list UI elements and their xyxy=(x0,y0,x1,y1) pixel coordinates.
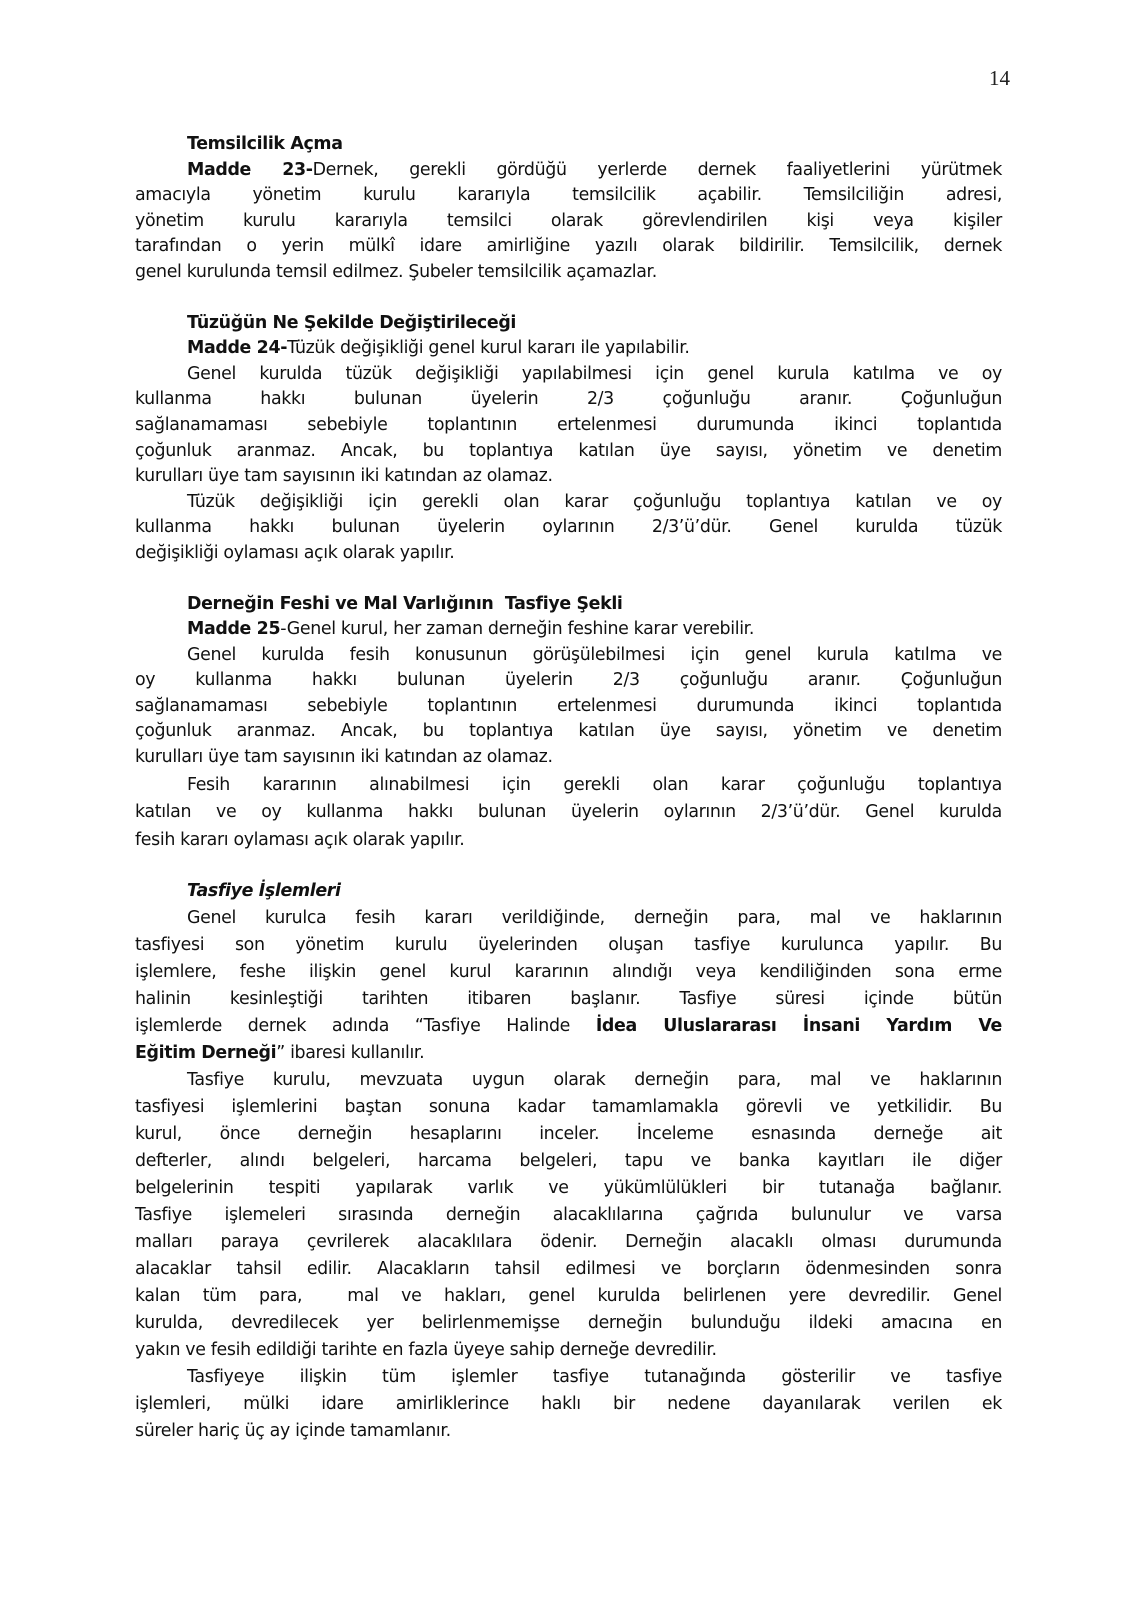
text-line: defterler, alındı belgeleri, harcama belgeleri, tapu ve banka kayıtları ile diğer xyxy=(135,1151,1002,1172)
text-line: kurulları üye tam sayısının iki katından az olamaz. xyxy=(135,466,553,487)
text-line: Madde 23-Dernek, gerekli gördüğü yerlerde dernek faaliyetlerini yürütmek xyxy=(187,159,1002,180)
text-line: kullanma hakkı bulunan üyelerin oylarının 2/3’ü’dür. Genel kurulda tüzük xyxy=(135,517,1002,538)
text-line: Tasfiye kurulu, mevzuata uygun olarak derneğin para, mal ve haklarının xyxy=(187,1070,1002,1091)
text-line: Tasfiyeye ilişkin tüm işlemler tasfiye tutanağında gösterilir ve tasfiye xyxy=(187,1367,1002,1388)
text-line: genel kurulunda temsil edilmez. Şubeler temsilcilik açamazlar. xyxy=(135,261,657,282)
text-line: fesih kararı oylaması açık olarak yapılır. xyxy=(135,829,465,850)
text-line: Eğitim Derneği” ibaresi kullanılır. xyxy=(135,1043,425,1064)
article-label: Madde 25 xyxy=(187,619,281,640)
text-line: Tüzük değişikliği için gerekli olan karar çoğunluğu toplantıya katılan ve oy xyxy=(187,491,1002,512)
text-line: Genel kurulda tüzük değişikliği yapılabilmesi için genel kurula katılma ve oy xyxy=(187,363,1002,384)
text-line: yakın ve fesih edildiği tarihte en fazla üyeye sahip derneğe devredilir. xyxy=(135,1340,717,1361)
association-name: Eğitim Derneği xyxy=(135,1043,277,1064)
text-line: tasfiyesi işlemlerini baştan sonuna kadar tamamlamakla görevli ve yetkilidir. Bu xyxy=(135,1097,1002,1118)
association-name: İdea Uluslararası İnsani Yardım Ve xyxy=(595,1016,1003,1037)
text-line: Madde 24-Tüzük değişikliği genel kurul kararı ile yapılabilir. xyxy=(187,338,690,359)
text-line: süreler hariç üç ay içinde tamamlanır. xyxy=(135,1421,451,1442)
text-line: çoğunluk aranmaz. Ancak, bu toplantıya katılan üye sayısı, yönetim ve denetim xyxy=(135,721,1002,742)
text-line: kurulları üye tam sayısının iki katından az olamaz. xyxy=(135,747,553,768)
text-line: kurul, önce derneğin hesaplarını inceler. İnceleme esnasında derneğe ait xyxy=(135,1124,1002,1145)
text-line: Genel kurulca fesih kararı verildiğinde, derneğin para, mal ve haklarının xyxy=(187,908,1002,929)
text-line: Fesih kararının alınabilmesi için gerekli olan karar çoğunluğu toplantıya xyxy=(187,774,1002,795)
text-line: kullanma hakkı bulunan üyelerin 2/3 çoğunluğu aranır. Çoğunluğun xyxy=(135,389,1002,410)
text-line: tarafından o yerin mülkî idare amirliğine yazılı olarak bildirilir. Temsilcilik, dernek xyxy=(135,236,1002,257)
text-line: çoğunluk aranmaz. Ancak, bu toplantıya katılan üye sayısı, yönetim ve denetim xyxy=(135,440,1002,461)
text-line: sağlanamaması sebebiyle toplantının ertelenmesi durumunda ikinci toplantıda xyxy=(135,414,1002,435)
text-line: kurulda, devredilecek yer belirlenmemişse derneğin bulunduğu ildeki amacına en xyxy=(135,1313,1002,1334)
section-heading: Tasfiye İşlemleri xyxy=(187,881,341,902)
section-tasfiye-islemleri xyxy=(135,878,1002,1445)
section-heading: Temsilcilik Açma xyxy=(187,134,343,154)
text-line: sağlanamaması sebebiyle toplantının ertelenmesi durumunda ikinci toplantıda xyxy=(135,695,1002,716)
text-line: işlemlere, feshe ilişkin genel kurul kararının alındığı veya kendiliğinden sona erme xyxy=(135,962,1002,983)
section-heading: Tüzüğün Ne Şekilde Değiştirileceği xyxy=(187,312,517,333)
text-line: Tasfiye işlemeleri sırasında derneğin alacaklılarına çağrıda bulunulur ve varsa xyxy=(135,1205,1002,1226)
text-line: kalan tüm para, mal ve hakları, genel kurulda belirlenen yere devredilir. Genel xyxy=(135,1286,1002,1307)
text-line: katılan ve oy kullanma hakkı bulunan üyelerin oylarının 2/3’ü’dür. Genel kurulda xyxy=(135,802,1002,823)
text-line: Genel kurulda fesih konusunun görüşülebilmesi için genel kurula katılma ve xyxy=(187,644,1002,665)
text-line: tasfiyesi son yönetim kurulu üyelerinden oluşan tasfiye kurulunca yapılır. Bu xyxy=(135,935,1002,956)
text-line: işlemleri, mülki idare amirliklerince haklı bir nedene dayanılarak verilen ek xyxy=(135,1394,1002,1415)
text-line: belgelerinin tespiti yapılarak varlık ve yükümlülükleri bir tutanağa bağlanır. xyxy=(135,1178,1002,1199)
section-heading: Derneğin Feshi ve Mal Varlığının Tasfiye Şekli xyxy=(187,593,623,614)
text-line: işlemlerde dernek adında “Tasfiye Halinde İdea Uluslararası İnsani Yardım Ve xyxy=(135,1016,1003,1037)
document-body xyxy=(135,132,1002,1470)
text-line: alacaklar tahsil edilir. Alacakların tahsil edilmesi ve borçların ödenmesinden sonra xyxy=(135,1259,1002,1280)
text-line: Madde 25-Genel kurul, her zaman derneğin feshine karar verebilir. xyxy=(187,619,755,640)
section-temsilcilik xyxy=(135,132,1002,286)
section-fesih xyxy=(135,592,1002,854)
text-line: yönetim kurulu kararıyla temsilci olarak görevlendirilen kişi veya kişiler xyxy=(135,210,1002,231)
text-line: halinin kesinleştiği tarihten itibaren başlanır. Tasfiye süresi içinde bütün xyxy=(135,989,1002,1010)
page-number: 14 xyxy=(989,66,1010,90)
text-line: malları paraya çevrilerek alacaklılara ödenir. Derneğin alacaklı olması durumunda xyxy=(135,1232,1002,1253)
article-label: Madde 24- xyxy=(187,338,288,359)
text-line: amacıyla yönetim kurulu kararıyla temsilcilik açabilir. Temsilciliğin adresi, xyxy=(135,185,1002,206)
text-line: değişikliği oylaması açık olarak yapılır. xyxy=(135,542,455,563)
section-tuzuk-degisikligi xyxy=(135,311,1002,567)
text-line: oy kullanma hakkı bulunan üyelerin 2/3 çoğunluğu aranır. Çoğunluğun xyxy=(135,670,1002,691)
article-label: Madde 23- xyxy=(187,159,313,180)
